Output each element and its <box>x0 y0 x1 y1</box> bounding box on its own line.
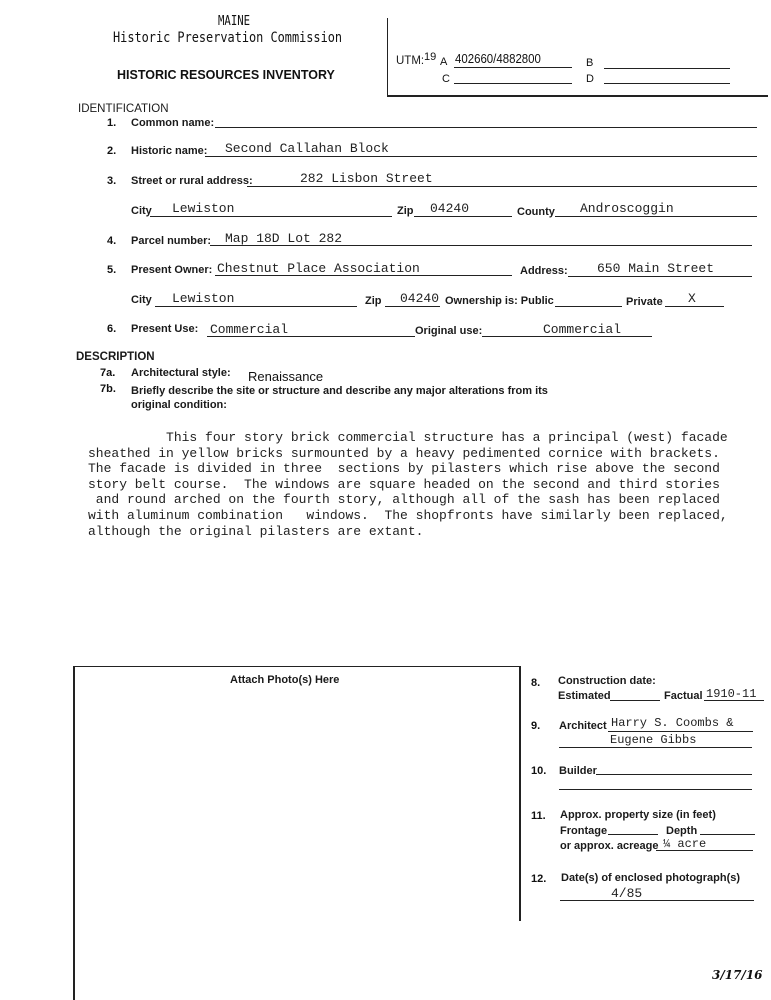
owner-zip-line <box>385 306 440 307</box>
ownership-public-label: Ownership is: Public <box>445 295 554 307</box>
description-text: This four story brick commercial structure has a principal (west) facade sheathed in yellow bricks surmounted by a heavy pedimented cornice with brackets. The facade is divided in three sections by pilasters which rise above the second story belt course. The windows are square headed on the second and third stories and round arched on the fourth story, although all of the sash has been replaced with aluminum combination windows. The shopfronts have similarly been replaced, although the original pilasters are extant. <box>88 430 728 539</box>
parcel-label: Parcel number: <box>131 235 212 247</box>
utm-d-label: D <box>586 73 594 85</box>
state-heading: MAINE <box>218 14 251 29</box>
photo-label: Attach Photo(s) Here <box>230 674 340 686</box>
describe-label-cont: original condition: <box>131 399 227 411</box>
historic-name-value: Second Callahan Block <box>225 141 389 156</box>
handwritten-date: 3/17/16 <box>712 968 763 982</box>
address-line <box>247 186 757 187</box>
utm-c-label: C <box>442 73 450 85</box>
photo-box-right <box>519 666 521 921</box>
present-use-value: Commercial <box>210 322 289 337</box>
utm-b-line <box>604 68 730 69</box>
owner-city-value: Lewiston <box>172 291 235 306</box>
item-number: 9. <box>531 720 541 732</box>
agency-name: Historic Preservation Commission <box>113 30 343 46</box>
frontage-line <box>608 834 658 835</box>
utm-a-label: A <box>440 56 448 68</box>
utm-a-value: 402660/4882800 <box>455 51 541 66</box>
owner-address-line <box>568 276 752 277</box>
style-label: Architectural style: <box>131 367 231 379</box>
county-value: Androscoggin <box>580 201 674 216</box>
item-number: 3. <box>107 175 117 187</box>
property-size-label: Approx. property size (in feet) <box>560 809 716 821</box>
item-number: 7a. <box>100 367 116 379</box>
architect-line-1 <box>608 731 753 732</box>
factual-label: Factual <box>664 690 703 702</box>
photo-date-line <box>560 900 754 901</box>
acreage-value: ¼ acre <box>663 837 707 851</box>
parcel-value: Map 18D Lot 282 <box>225 231 343 246</box>
owner-label: Present Owner: <box>131 264 213 276</box>
utm-c-line <box>454 83 572 84</box>
acreage-label: or approx. acreage <box>560 840 659 852</box>
item-number: 2. <box>107 145 117 157</box>
style-value: Renaissance <box>248 369 324 384</box>
utm-box-bottom-border <box>387 95 768 97</box>
original-use-value: Commercial <box>543 322 622 337</box>
description-heading: DESCRIPTION <box>76 351 155 363</box>
architect-label: Architect <box>559 720 607 732</box>
factual-value: 1910-11 <box>706 687 757 701</box>
factual-line <box>704 700 764 701</box>
zip-line <box>414 216 512 217</box>
zip-label: Zip <box>397 205 414 217</box>
owner-zip-label: Zip <box>365 295 382 307</box>
private-label: Private <box>626 296 663 308</box>
address-label: Street or rural address: <box>131 175 253 187</box>
builder-line-2 <box>559 789 752 790</box>
city-label: City <box>131 205 152 217</box>
builder-label: Builder <box>559 765 597 777</box>
acreage-line <box>656 850 753 851</box>
depth-line <box>700 834 755 835</box>
common-name-line <box>215 127 757 128</box>
private-line <box>665 306 724 307</box>
architect-value-1: Harry S. Coombs & <box>611 716 734 730</box>
photo-date-value: 4/85 <box>611 886 643 901</box>
item-number: 8. <box>531 677 541 689</box>
public-line <box>555 306 622 307</box>
city-line <box>150 216 392 217</box>
item-number: 5. <box>107 264 117 276</box>
owner-zip-value: 04240 <box>400 291 440 306</box>
owner-city-label: City <box>131 294 152 306</box>
estimated-label: Estimated <box>558 690 611 702</box>
owner-city-line <box>155 306 357 307</box>
estimated-line <box>610 700 660 701</box>
county-label: County <box>517 206 555 218</box>
zip-value: 04240 <box>430 201 470 216</box>
describe-label: Briefly describe the site or structure and describe any major alterations from its <box>131 385 548 397</box>
form-title: HISTORIC RESOURCES INVENTORY <box>117 68 335 82</box>
original-use-label: Original use: <box>415 325 483 337</box>
item-number: 10. <box>531 765 547 777</box>
item-number: 11. <box>531 810 546 822</box>
owner-value: Chestnut Place Association <box>217 261 420 276</box>
present-use-line <box>207 336 415 337</box>
address-value: 282 Lisbon Street <box>300 171 433 186</box>
photo-box-top <box>73 666 520 667</box>
builder-line-1 <box>596 774 752 775</box>
photo-box-left <box>73 666 75 1000</box>
construction-label: Construction date: <box>558 675 656 687</box>
county-line <box>555 216 757 217</box>
identification-heading: IDENTIFICATION <box>78 103 169 115</box>
historic-name-line <box>205 156 757 157</box>
utm-label: UTM: <box>396 55 425 67</box>
historic-name-label: Historic name: <box>131 145 208 157</box>
item-number: 7b. <box>100 383 116 395</box>
utm-b-label: B <box>586 57 594 69</box>
photo-date-label: Date(s) of enclosed photograph(s) <box>561 872 741 884</box>
parcel-line <box>210 245 752 246</box>
utm-d-line <box>604 83 730 84</box>
item-number: 4. <box>107 235 117 247</box>
owner-address-label: Address: <box>520 265 568 277</box>
architect-value-2: Eugene Gibbs <box>610 733 697 747</box>
architect-line-2 <box>559 747 752 748</box>
owner-address-value: 650 Main Street <box>597 261 715 276</box>
utm-box-left-border <box>387 18 388 97</box>
item-number: 12. <box>531 873 547 885</box>
item-number: 6. <box>107 323 117 335</box>
item-number: 1. <box>107 117 117 129</box>
present-use-label: Present Use: <box>131 323 199 335</box>
city-value: Lewiston <box>172 201 235 216</box>
original-use-line <box>482 336 652 337</box>
frontage-label: Frontage <box>560 825 608 837</box>
common-name-label: Common name: <box>131 117 215 129</box>
private-mark: X <box>688 291 696 306</box>
depth-label: Depth <box>666 825 698 837</box>
utm-zone: 19 <box>424 51 437 63</box>
owner-line <box>215 275 512 276</box>
utm-a-line <box>454 67 572 68</box>
